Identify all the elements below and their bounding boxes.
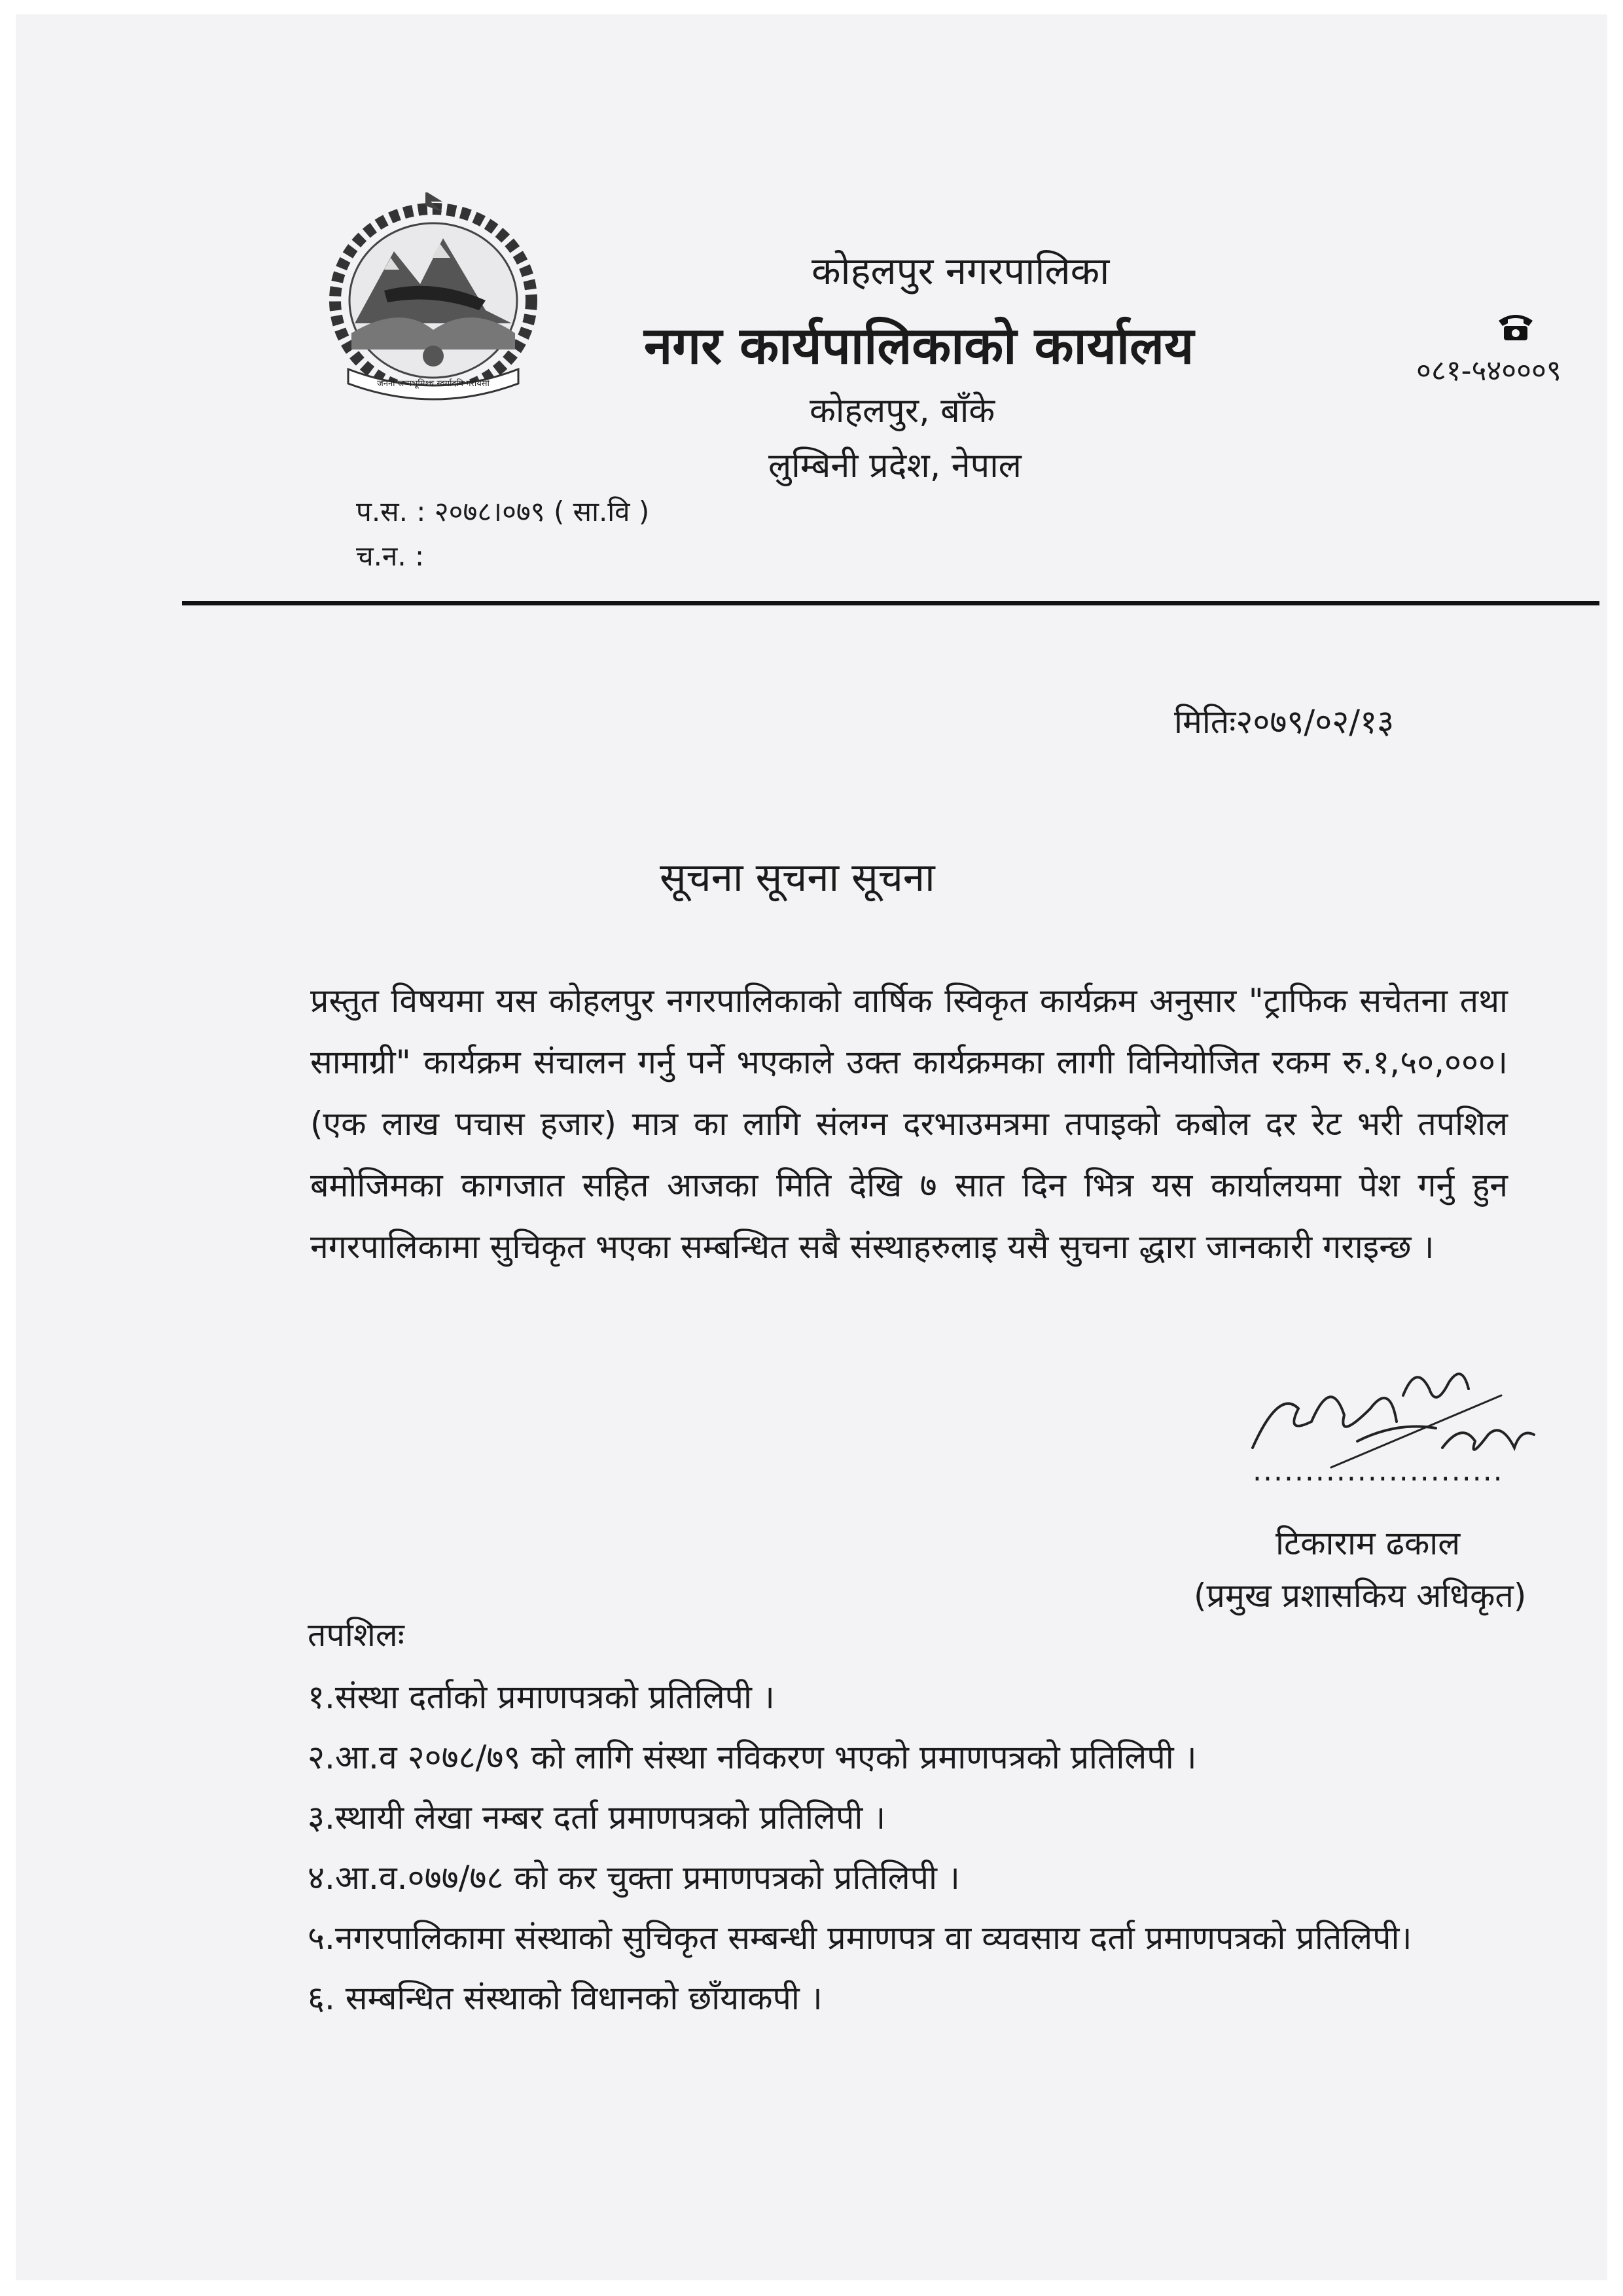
svg-text:जननी जन्मभूमिश्च स्वर्गादपि गर: जननी जन्मभूमिश्च स्वर्गादपि गरीयसी — [377, 379, 490, 389]
telephone-icon — [1496, 312, 1535, 342]
office-location: कोहलपुर, बाँके — [810, 391, 995, 431]
municipality-name: कोहलपुर नगरपालिका — [812, 249, 1110, 293]
list-item: २.आ.व २०७८/७९ को लागि संस्था नविकरण भएको प्रमाणपत्रको प्रतिलिपी । — [308, 1738, 1197, 1776]
signer-name: टिकाराम ढकाल — [1275, 1524, 1461, 1562]
office-province: लुम्बिनी प्रदेश, नेपाल — [768, 446, 1022, 486]
notice-title: सूचना सूचना सूचना — [660, 855, 935, 901]
nepal-emblem-icon — [322, 192, 544, 402]
signer-title: (प्रमुख प्रशासकिय अधिकृत) — [1194, 1577, 1527, 1615]
document-page — [16, 14, 1607, 2280]
reference-number: प.स. : २०७८।०७९ ( सा.वि ) — [356, 495, 650, 528]
list-item: ६. सम्बन्धित संस्थाको विधानको छाँयाकपी । — [308, 1979, 823, 2017]
notice-date: मितिः२०७९/०२/१३ — [1174, 703, 1395, 741]
header-divider — [182, 601, 1599, 605]
list-item: ४.आ.व.०७७/७८ को कर चुक्ता प्रमाणपत्रको प्रतिलिपी । — [308, 1859, 960, 1897]
office-title: नगर कार्यपालिकाको कार्यालय — [644, 317, 1194, 376]
phone-number: ०८१-५४०००९ — [1416, 354, 1561, 387]
notice-body: प्रस्तुत विषयमा यस कोहलपुर नगरपालिकाको वार्षिक स्विकृत कार्यक्रम अनुसार "ट्राफिक सचेतना तथा सामाग्री" कार्यक्रम संचालन गर्नु पर्ने भएकाले उक्त कार्यक्रमका लागी विनियोजित रकम रु.१,५०,०००। (एक लाख पचास हजार) मात्र का लागि संलग्न दरभाउमत्रमा तपाइको कबोल दर रेट भरी तपशिल बमोजिमका कागजात सहित आजका मिति देखि ७ सात दिन भित्र यस कार्यालयमा पेश गर्नु हुन नगरपालिकामा सुचिकृत भएका सम्बन्धित सबै संस्थाहरुलाइ यसै सुचना द्धारा जानकारी गराइन्छ । — [310, 982, 1508, 1266]
list-item: ५.नगरपालिकामा संस्थाको सुचिकृत सम्बन्धी प्रमाणपत्र वा व्यवसाय दर्ता प्रमाणपत्रको प्रतिलिपी। — [308, 1919, 1412, 1957]
dispatch-number: च.न. : — [356, 540, 425, 572]
enclosures-heading: तपशिलः — [308, 1616, 404, 1654]
list-item: १.संस्था दर्ताको प्रमाणपत्रको प्रतिलिपी । — [308, 1678, 775, 1716]
list-item: ३.स्थायी लेखा नम्बर दर्ता प्रमाणपत्रको प्रतिलिपी । — [308, 1799, 886, 1837]
signature-line: ........................ — [1253, 1454, 1504, 1488]
enclosures-list — [308, 1667, 1412, 2028]
